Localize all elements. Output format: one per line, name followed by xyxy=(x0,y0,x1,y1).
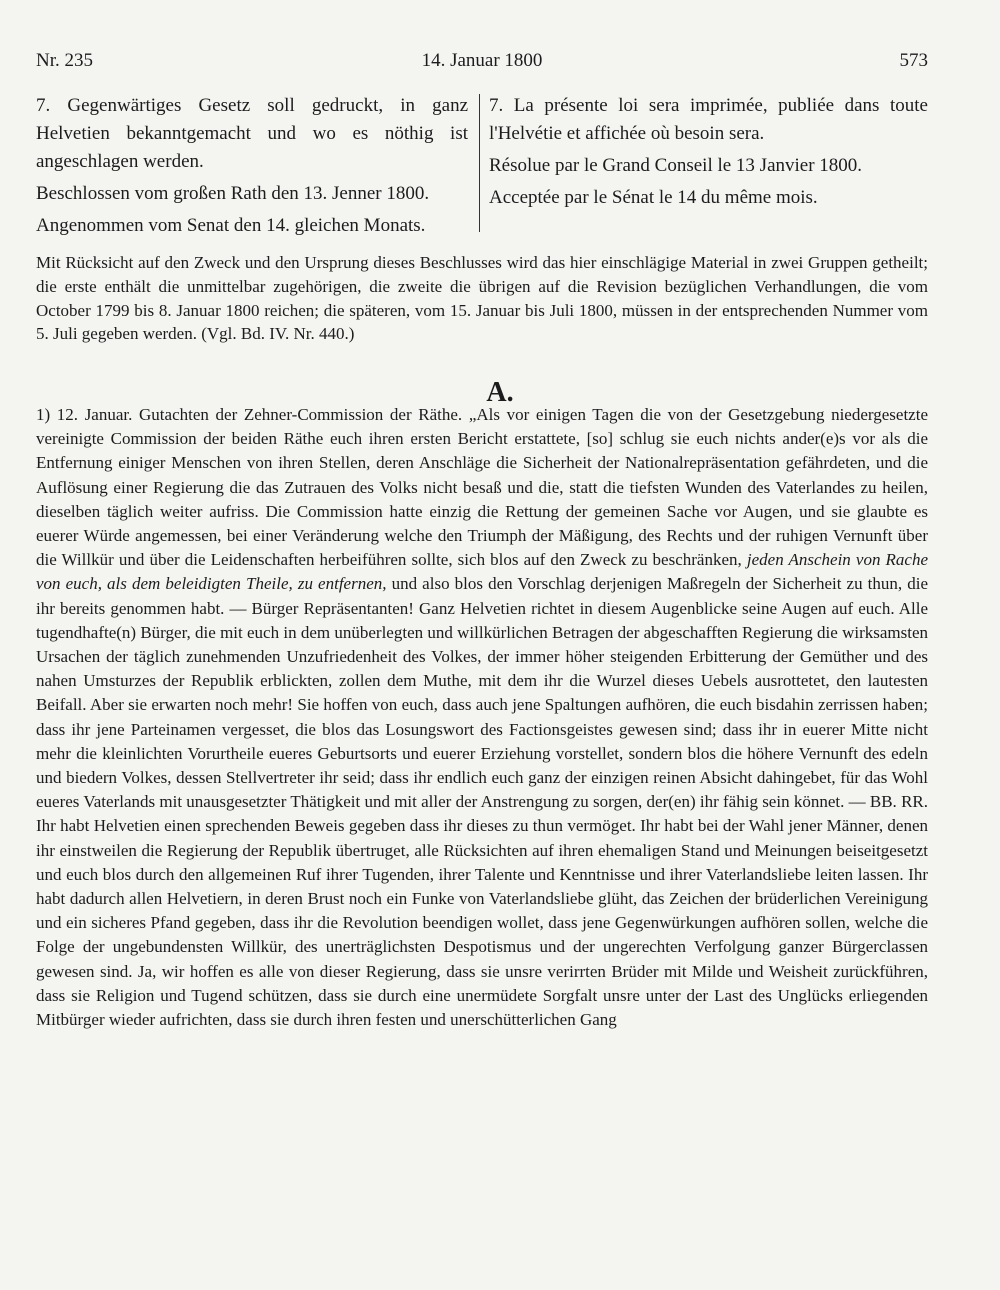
column-divider xyxy=(479,94,480,232)
french-article-7: 7. La présente loi sera imprimée, publiée dans toute l'Helvétie et affichée où besoin sera. xyxy=(489,95,928,144)
french-accepted-note: Acceptée par le Sénat le 14 du même mois. xyxy=(489,187,818,208)
german-accepted-note: Angenommen vom Senat den 14. gleichen Monats. xyxy=(36,215,426,236)
bilingual-columns xyxy=(36,92,928,234)
body-text-italic: jeden Anschein von Rache von euch, als dem beleidigten Theile, zu entfernen, xyxy=(36,550,929,594)
german-column xyxy=(36,92,468,240)
german-article-7: 7. Gegenwärtiges Gesetz soll gedruckt, in ganz Helvetien bekanntgemacht und wo es nöthig ist angeschlagen werden. xyxy=(36,95,468,172)
body-text-part-1: 1) 12. Januar. Gutachten der Zehner-Commission der Räthe. „Als vor einigen Tagen die von der Gesetzgebung niedergesetzte vereinigte Commission der beiden Räthe euch ihren ersten Bericht erstattete, [so] schlug sie euch nichts ander(e)s vor als die Entfernung einiger Menschen von ihren Stellen, deren Anschläge die Sicherheit der Nationalrepräsentation gefährdeten, und die Auflösung einer Regierung die das Zutrauen des Volks nicht besaß und die, statt die tiefsten Wunden des Vaterlandes zu heilen, dieselben täglich weiter aufriss. Die Commission hatte einzig die Rettung der gemeinen Sache vor Augen, und sie glaubte es euerer Würde angemessen, bei einer Veränderung welche den Triumph der Mäßigung, des Rechts und der ruhigen Vernunft über die Willkür und über die Leidenschaften herbeiführen sollte, sich blos auf den Zweck zu beschränken, xyxy=(36,405,928,570)
document-number: Nr. 235 xyxy=(36,50,93,71)
body-paragraph xyxy=(36,403,928,1032)
body-text-part-2: und also blos den Vorschlag derjenigen Maßregeln der Sicherheit zu thun, die ihr bereits genommen habt. — Bürger Repräsentanten! Ganz Helvetien richtet in diesem Augenblicke seine Augen auf euch. Alle tugendhafte(n) Bürger, die mit euch in dem unüberlegten und willkürlichen Betragen der abgeschafften Regierung die wirksamsten Ursachen der täglich zunehmenden Unzufriedenheit des Volkes, der immer höher steigenden Erbitterung der Gemüther und des nahen Umsturzes der Republik erblickten, zollen dem Muthe, mit dem ihr die Wurzel dieses Uebels ausrottetet, den lautesten Beifall. Aber sie erwarten noch mehr! Sie hoffen von euch, dass auch jene Spaltungen aufhören, die euch bisdahin zerrissen haben; dass ihr jene Parteinamen vergesset, die blos das Losungswort des Factionsgeistes gewesen sind; dass ihr in euerer Mitte nicht mehr die kleinlichten Vorurtheile eueres Geburtsorts und euerer Erziehung vorstellet, sondern blos die höhere Vernunft des edeln und biedern Volkes, dessen Stellvertreter ihr seid; dass ihr endlich euch ganz der einzigen reinen Absicht dahingebet, für das Wohl eueres Vaterlands mit unausgesetzter Thätigkeit und mit aller der Anstrengung zu sorgen, der(en) ihr fähig sein könnet. — BB. RR. Ihr habt Helvetien einen sprechenden Beweis gegeben dass ihr dieses zu thun vermöget. Ihr habt bei der Wahl jener Männer, denen ihr einstweilen die Regierung der Republik übertruget, alle Rücksichten auf ihren ehemaligen Stand und Meinungen beiseitgesetzt und euch blos durch den allgemeinen Ruf ihrer Tugenden, ihrer Talente und Kenntnisse und ihrer Vaterlandsliebe leiten lassen. Ihr habt dadurch allen Helvetiern, in deren Brust noch ein Funke von Vaterlandsliebe glüht, das Zeichen der brüderlichen Vereinigung und ein sicheres Pfand gegeben, dass ihr die Revolution beendigen wollet, dass jene Gegenwürkungen aufhören sollen, welche die Folge der ungebundensten Willkür, des unerträglichsten Despotismus und der ungerechten Verfolgung ganzer Bürgerclassen gewesen sind. Ja, wir hoffen es alle von dieser Regierung, dass sie unsre verirrten Brüder mit Milde und Weisheit zurückführen, dass sie Religion und Tugend schützen, dass sie durch eine unermüdete Sorgfalt unsre unter der Last des Unglücks erliegenden Mitbürger wieder aufrichten, dass sie durch ihren festen und unerschütterlichen Gang xyxy=(36,574,928,1030)
running-header xyxy=(36,50,928,74)
header-date: 14. Januar 1800 xyxy=(421,50,543,71)
german-resolved-note: Beschlossen vom großen Rath den 13. Jenner 1800. xyxy=(36,183,430,204)
french-column xyxy=(489,92,928,212)
section-heading: A. xyxy=(486,377,514,408)
french-resolved-note: Résolue par le Grand Conseil le 13 Janvier 1800. xyxy=(489,155,863,176)
page-number: 573 xyxy=(899,50,928,71)
intro-paragraph: Mit Rücksicht auf den Zweck und den Ursprung dieses Beschlusses wird das hier einschlägige Material in zwei Gruppen getheilt; die erste enthält die unmittelbar zugehörigen, die zweite die übrigen auf die Revision bezüglichen Verhandlungen, die vom October 1799 bis 8. Januar 1800 reichen; die späteren, vom 15. Januar bis Juli 1800, müssen in der entsprechenden Nummer vom 5. Juli gegeben werden. (Vgl. Bd. IV. Nr. 440.) xyxy=(36,253,928,344)
